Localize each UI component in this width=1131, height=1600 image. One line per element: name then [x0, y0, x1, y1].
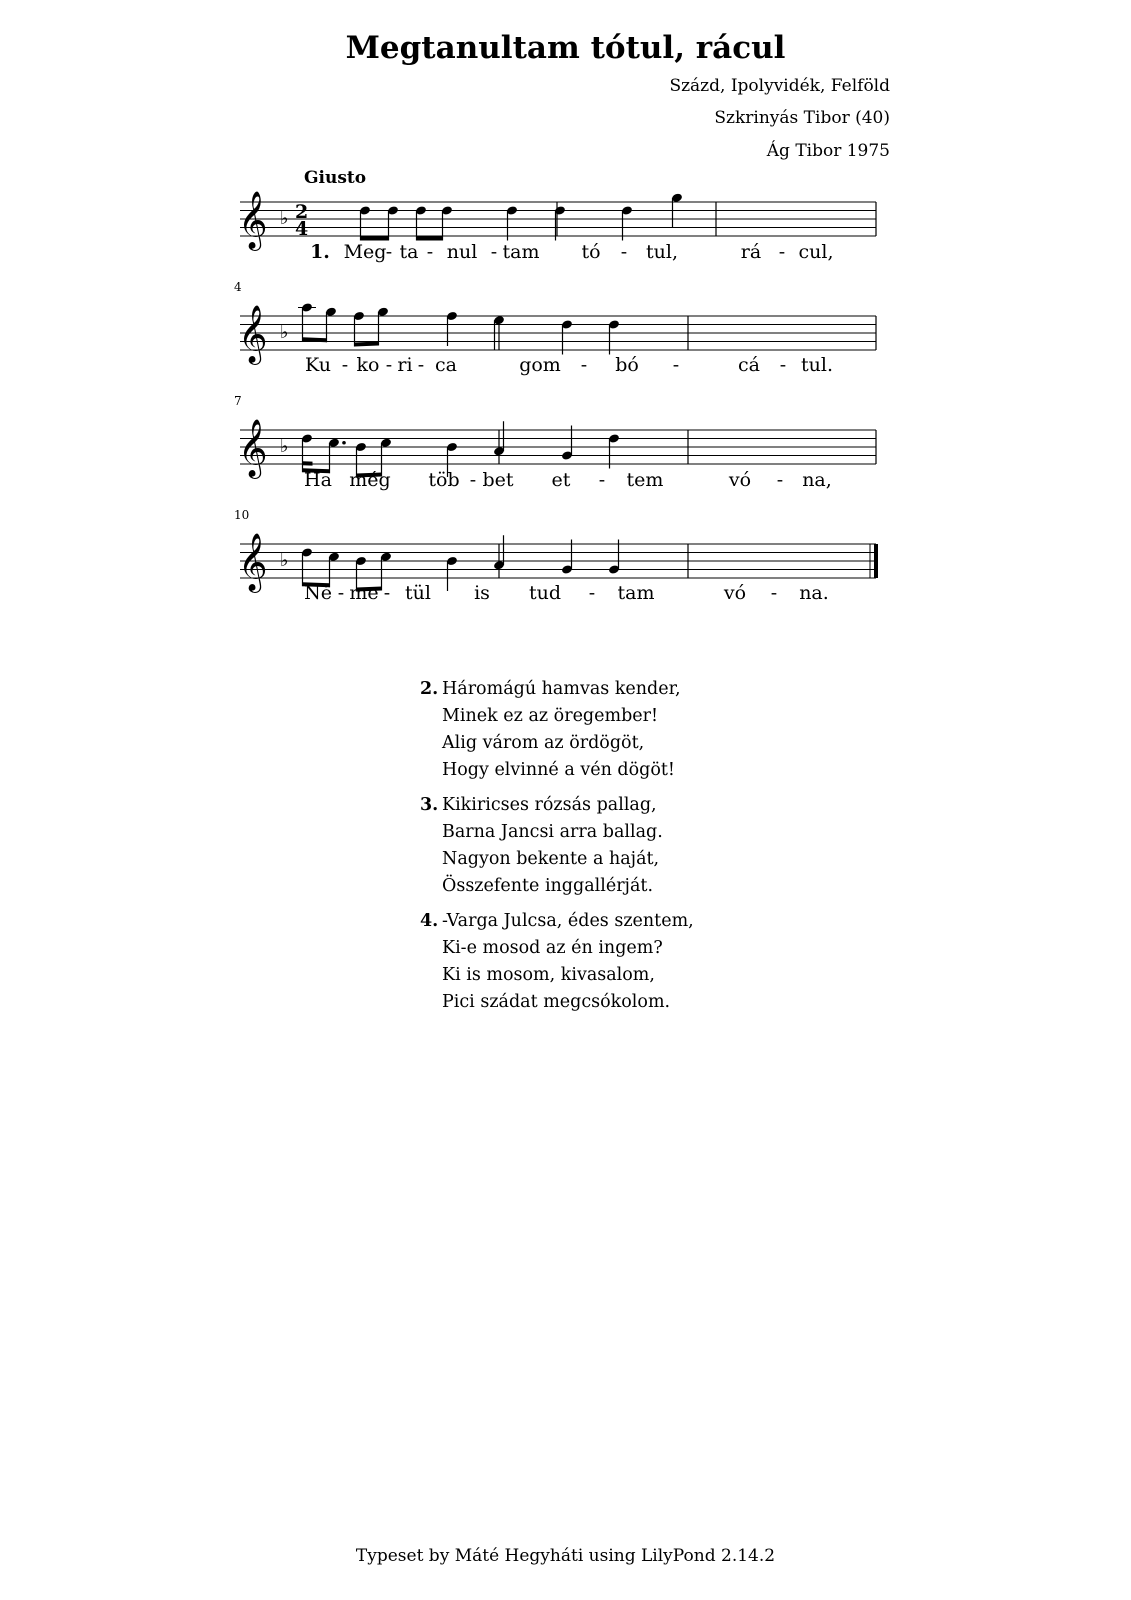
verse-line: Nagyon bekente a haját, [442, 849, 660, 869]
lyric-syllable: bet [482, 469, 514, 491]
lyric-hyphen: - [490, 241, 498, 263]
verse-3 [420, 792, 694, 900]
flat-sign-icon: ♭ [280, 550, 289, 571]
lyric-syllable: gom [519, 354, 561, 376]
lyric-hyphen: - [385, 241, 393, 263]
staff-system-2 [240, 292, 896, 372]
lyric-hyphen: - [598, 469, 606, 491]
measure-number: 4 [234, 280, 242, 294]
verse-line: Hogy elvinné a vén dögöt! [442, 760, 675, 780]
measure-number: 7 [234, 394, 242, 408]
verse-line: Összefente inggallérját. [442, 876, 654, 896]
collector-line: Ág Tibor 1975 [766, 141, 890, 161]
treble-clef-icon: 𝄞 [238, 532, 268, 591]
treble-clef-icon: 𝄞 [238, 418, 268, 477]
verse-line: Pici szádat megcsókolom. [442, 992, 671, 1012]
verse-line: Ki-e mosod az én ingem? [442, 938, 663, 958]
lyric-hyphen: - [620, 241, 628, 263]
lyric-syllable: tam [617, 582, 655, 604]
lyric-hyphen: - [588, 582, 596, 604]
tempo-marking: Giusto [304, 168, 367, 188]
lyric-syllable: tul. [801, 354, 833, 376]
lyric-syllable: nul [446, 241, 478, 263]
lyric-hyphen: - [337, 582, 345, 604]
lyric-syllable: még [349, 469, 391, 491]
verse-line: Kikiricses rózsás pallag, [442, 795, 657, 815]
typeset-credit: Typeset by Máté Hegyháti using LilyPond 2.14.2 [355, 1546, 776, 1566]
lyric-syllable: bó [615, 354, 639, 376]
lyric-syllable: Ku [304, 354, 332, 376]
lyric-syllable: Ha [304, 469, 332, 491]
lyric-syllable: vó [723, 582, 747, 604]
performer-line: Szkrinyás Tibor (40) [714, 108, 890, 128]
lyric-syllable: ri [397, 354, 413, 376]
song-title: Megtanultam tótul, rácul [345, 30, 786, 66]
lyric-syllable: tó [581, 241, 601, 263]
lyric-syllable: is [474, 582, 490, 604]
lyric-hyphen: - [672, 354, 680, 376]
beam [361, 237, 389, 241]
staff [240, 292, 896, 372]
lyric-syllable: rá [740, 241, 762, 263]
lyric-hyphen: - [385, 354, 393, 376]
lyric-syllable: tam [502, 241, 540, 263]
lyric-hyphen: - [779, 354, 787, 376]
time-signature-top: 2 [295, 201, 309, 223]
verse-number: 2. [420, 679, 439, 699]
lyric-hyphen: - [778, 241, 786, 263]
lyric-syllable: ta [399, 241, 419, 263]
augmentation-dot [342, 441, 346, 445]
final-barline [874, 544, 878, 578]
verse-line: Alig várom az ördögöt, [442, 733, 645, 753]
lyric-syllable: na. [799, 582, 829, 604]
flat-sign-icon: ♭ [280, 208, 289, 229]
lyric-hyphen: - [426, 241, 434, 263]
lyric-syllable: cul, [798, 241, 834, 263]
lyric-syllable: Né [304, 582, 332, 604]
treble-clef-icon: 𝄞 [238, 304, 268, 363]
verse-line: Ki is mosom, kivasalom, [442, 965, 655, 985]
lyric-syllable: tud [528, 582, 562, 604]
verse-line: Minek ez az öregember! [442, 706, 659, 726]
flat-sign-icon: ♭ [280, 322, 289, 343]
lyric-syllable: tem [626, 469, 664, 491]
beam [417, 237, 443, 241]
verse-line: -Varga Julcsa, édes szentem, [442, 911, 694, 931]
lyric-hyphen: - [417, 354, 425, 376]
lyric-syllable: cá [738, 354, 760, 376]
additional-verses [420, 676, 694, 1024]
lyric-hyphen: - [341, 354, 349, 376]
treble-clef-icon: 𝄞 [238, 190, 268, 249]
lyric-syllable: vó [728, 469, 752, 491]
verse-4 [420, 908, 694, 1016]
lyric-syllable: et [551, 469, 571, 491]
lyric-syllable: tul, [646, 241, 678, 263]
lyric-hyphen: - [776, 469, 784, 491]
verse-number: 4. [420, 911, 439, 931]
measure-number: 10 [234, 508, 250, 522]
lyric-hyphen: - [469, 469, 477, 491]
lyric-syllable: tül [405, 582, 431, 604]
verse-line: Barna Jancsi arra ballag. [442, 822, 663, 842]
time-signature-bottom: 4 [295, 218, 309, 240]
lyric-hyphen: - [383, 582, 391, 604]
verse-number: 3. [420, 795, 439, 815]
verse-2 [420, 676, 694, 784]
verse-line: Háromágú hamvas kender, [442, 679, 681, 699]
place-line: Százd, Ipolyvidék, Felföld [669, 76, 890, 96]
lyric-syllable: ko [356, 354, 380, 376]
beam [355, 341, 379, 346]
lyric-hyphen: - [580, 354, 588, 376]
lyric-syllable: na, [802, 469, 832, 491]
flat-sign-icon: ♭ [280, 436, 289, 457]
verse-number: 1. [310, 241, 330, 263]
lyric-syllable: me [349, 582, 379, 604]
beam-secondary [303, 461, 313, 465]
lyric-hyphen: - [770, 582, 778, 604]
lyric-syllable: Meg [343, 241, 387, 263]
lyric-syllable: ca [435, 354, 457, 376]
lyric-syllable: töb [428, 469, 460, 491]
